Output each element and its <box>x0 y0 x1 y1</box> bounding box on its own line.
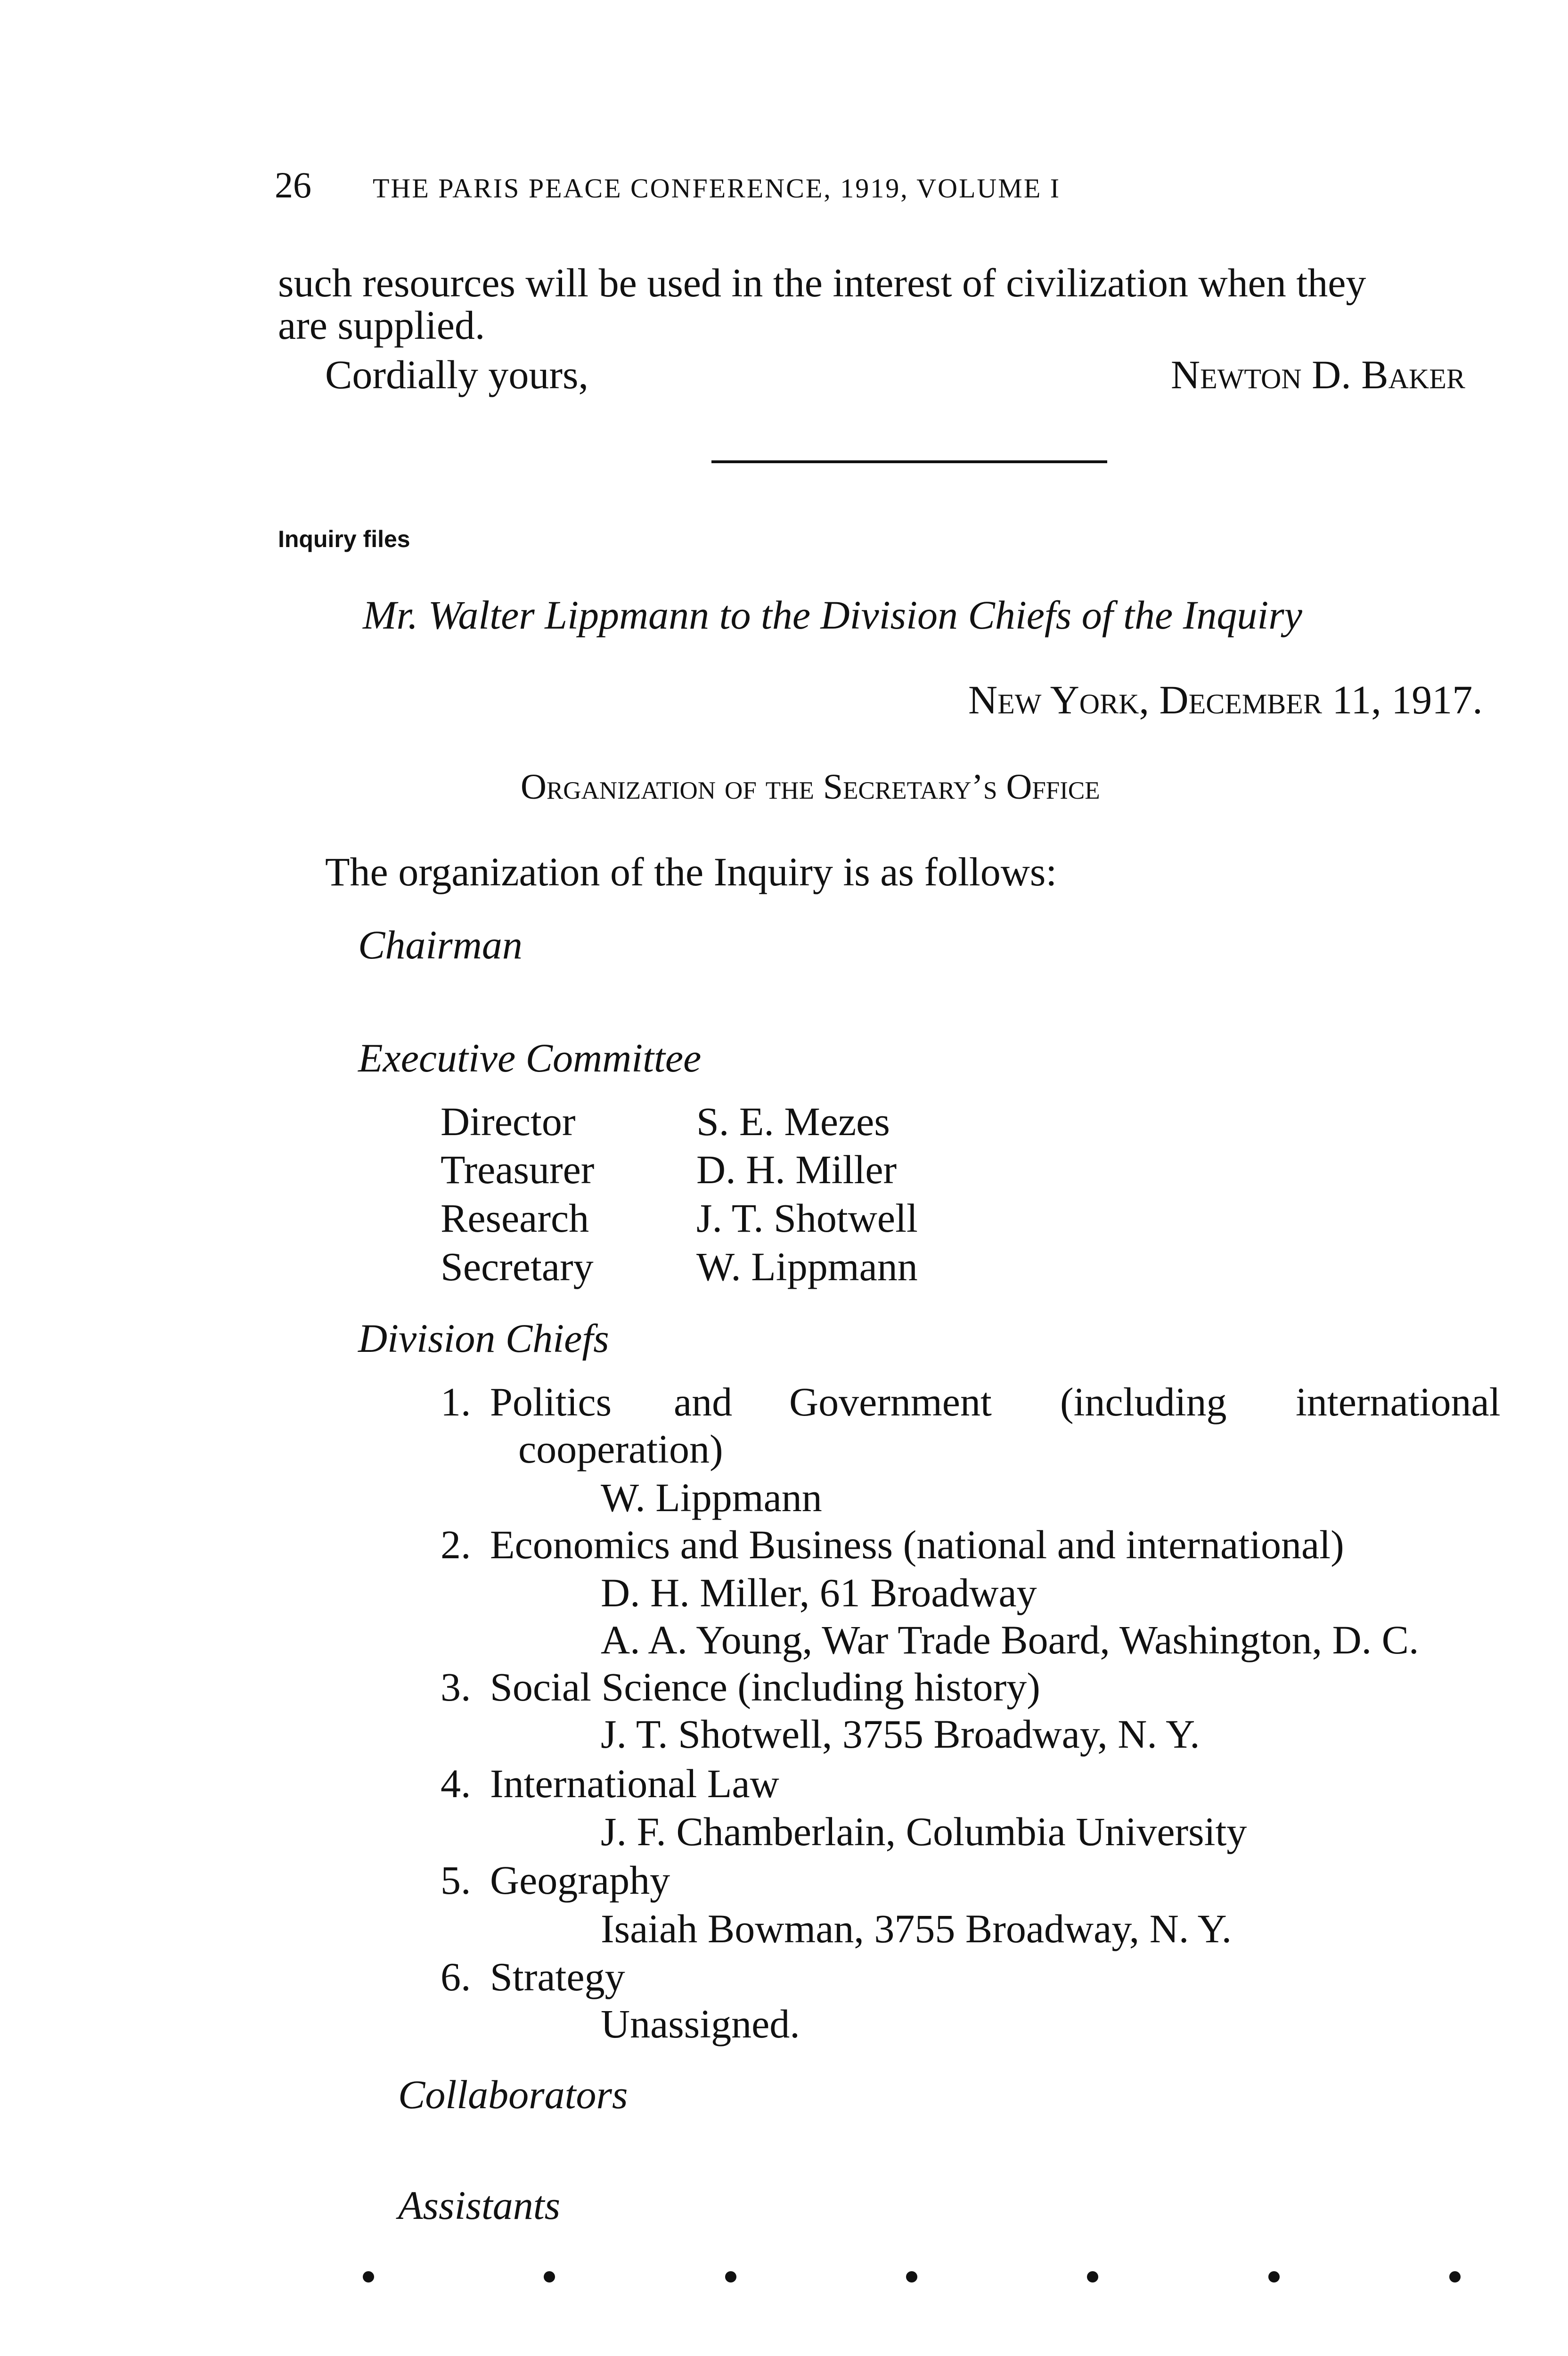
letter-signature: Newton D. Baker <box>1171 352 1465 397</box>
committee-role: Secretary <box>441 1244 594 1289</box>
division-number: 3. <box>441 1664 471 1710</box>
letter-closing: Cordially yours, <box>325 352 588 397</box>
division-title: Economics and Business (national and international) <box>490 1522 1344 1567</box>
division-chief: J. F. Chamberlain, Columbia University <box>601 1809 1247 1854</box>
intro-text: The organization of the Inquiry is as follows: <box>325 849 1057 894</box>
ellipsis-dot <box>725 2271 736 2282</box>
source-note: Inquiry files <box>278 526 410 552</box>
letter-text-line-2: are supplied. <box>278 303 485 348</box>
division-chief: A. A. Young, War Trade Board, Washington, D. C. <box>601 1617 1419 1662</box>
running-header <box>275 164 1061 205</box>
running-title: THE PARIS PEACE CONFERENCE, 1919, VOLUME I <box>373 173 1061 204</box>
committee-member: D. H. Miller <box>696 1147 897 1192</box>
division-chief: Isaiah Bowman, 3755 Broadway, N. Y. <box>601 1906 1232 1951</box>
ellipsis-dot <box>544 2271 555 2282</box>
page-number: 26 <box>275 164 311 205</box>
section-heading: Organization of the Secretary’s Office <box>521 767 1100 807</box>
division-title: Social Science (including history) <box>490 1664 1040 1710</box>
division-chief: J. T. Shotwell, 3755 Broadway, N. Y. <box>601 1711 1200 1757</box>
ellipsis-dot <box>1268 2271 1280 2282</box>
division-number: 2. <box>441 1522 471 1567</box>
ellipsis-dot <box>906 2271 917 2282</box>
committee-role: Treasurer <box>441 1147 595 1192</box>
ellipsis-dot <box>363 2271 374 2282</box>
division-title-word: Government <box>789 1379 992 1424</box>
committee-member: S. E. Mezes <box>696 1099 890 1144</box>
division-chief: D. H. Miller, 61 Broadway <box>601 1570 1037 1615</box>
section-executive-committee: Executive Committee <box>358 1035 702 1080</box>
division-title-word: (including <box>1060 1379 1227 1424</box>
place-date: New York, December 11, 1917. <box>968 677 1483 722</box>
section-division-chiefs: Division Chiefs <box>358 1316 609 1361</box>
division-title-continued: cooperation) <box>518 1426 723 1472</box>
division-title-word: Politics <box>490 1379 612 1424</box>
committee-role: Research <box>441 1195 589 1241</box>
division-number: 5. <box>441 1857 471 1903</box>
section-assistants: Assistants <box>398 2183 561 2228</box>
division-chief: Unassigned. <box>601 2001 800 2046</box>
division-number: 6. <box>441 1954 471 1999</box>
place-date-line <box>968 676 1483 723</box>
committee-role: Director <box>441 1099 576 1144</box>
letter-text-line-1: such resources will be used in the interest of civilization when they <box>278 260 1366 305</box>
section-collaborators: Collaborators <box>398 2072 628 2117</box>
division-number: 4. <box>441 1761 471 1806</box>
division-number: 1. <box>441 1379 471 1424</box>
committee-member: J. T. Shotwell <box>696 1195 918 1241</box>
division-title: Geography <box>490 1857 670 1903</box>
section-divider-rule <box>711 460 1107 463</box>
section-chairman: Chairman <box>358 922 523 967</box>
committee-member: W. Lippmann <box>696 1244 918 1289</box>
document-title: Mr. Walter Lippmann to the Division Chiefs of the Inquiry <box>363 592 1302 638</box>
ellipsis-dot <box>1087 2271 1098 2282</box>
ellipsis-dot <box>1449 2271 1461 2282</box>
division-title: International Law <box>490 1761 779 1806</box>
division-title-word: and <box>674 1379 733 1424</box>
ellipsis-dots <box>363 2271 1461 2290</box>
division-chief: W. Lippmann <box>601 1475 822 1520</box>
division-title: Strategy <box>490 1954 625 1999</box>
division-title-word: international <box>1296 1379 1501 1424</box>
